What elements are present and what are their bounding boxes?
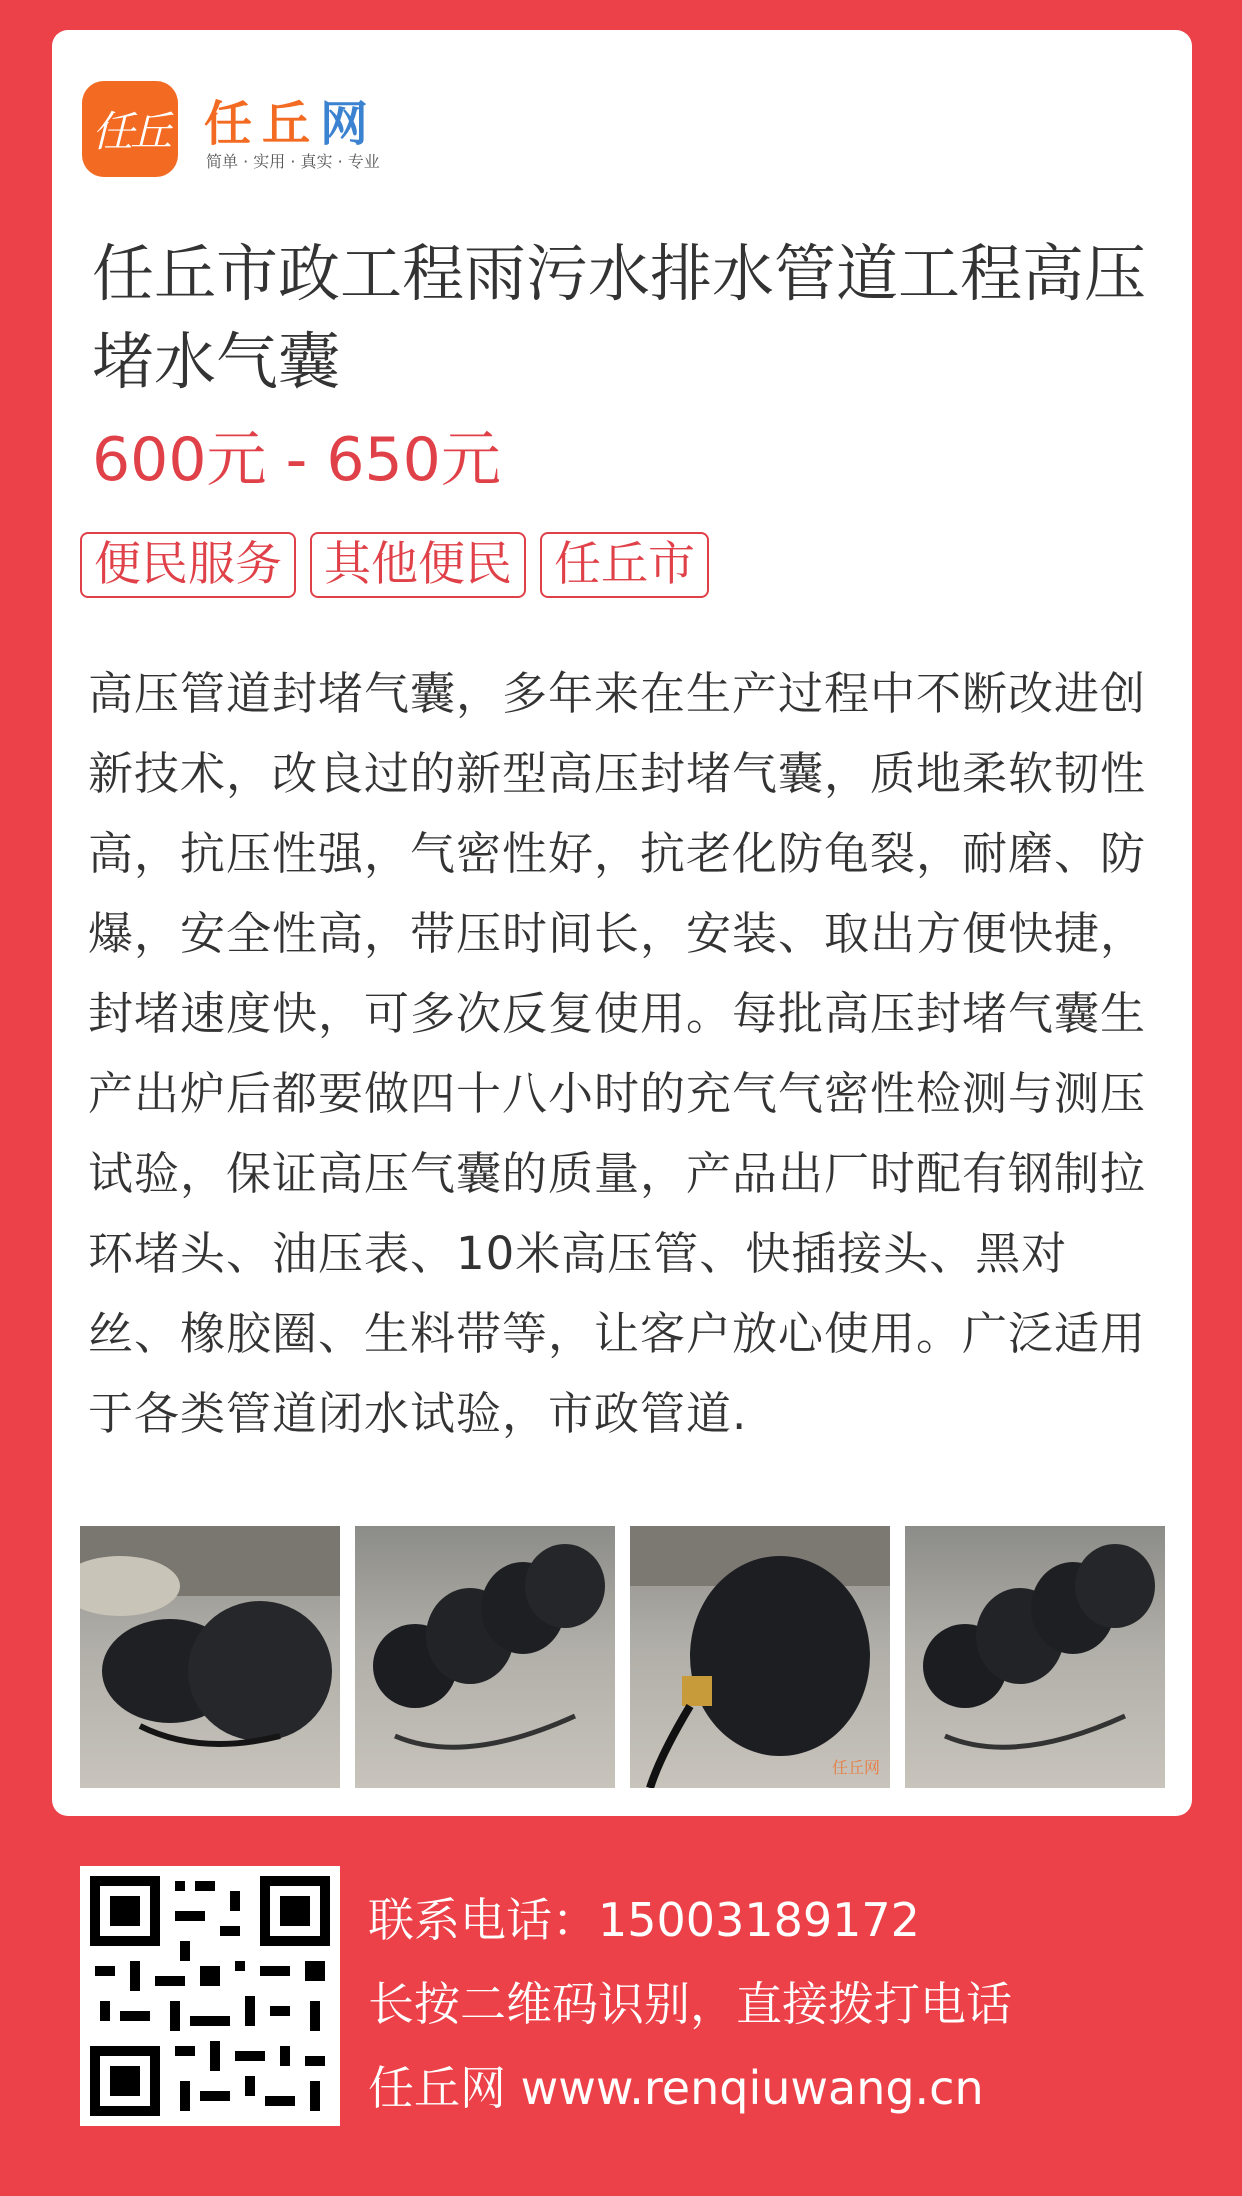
- listing-price: 600元 - 650元: [92, 425, 501, 495]
- qr-hint: 长按二维码识别，直接拨打电话: [368, 1977, 1012, 2031]
- listing-title: 任丘市政工程雨污水排水管道工程高压堵水气囊: [92, 237, 1147, 398]
- contact-info: [368, 1878, 1012, 2130]
- product-photo-1[interactable]: [80, 1526, 340, 1788]
- contact-phone[interactable]: 联系电话：15003189172: [368, 1893, 920, 1947]
- brand-slogan: 简单 · 实用 · 真实 · 专业: [206, 152, 380, 171]
- brand-name: [204, 85, 379, 152]
- tag-city[interactable]: 任丘市: [540, 532, 709, 598]
- listing-card: [52, 30, 1192, 1816]
- brand-name-part2: 网: [320, 96, 379, 152]
- qr-code-icon: [80, 1866, 340, 2126]
- site-logo[interactable]: [82, 81, 422, 181]
- logo-icon: [82, 81, 178, 177]
- logo-mark-text: 任丘: [91, 107, 168, 156]
- tag-other-convenience[interactable]: 其他便民: [310, 532, 526, 598]
- product-photo-2[interactable]: [355, 1526, 615, 1788]
- product-photo-3[interactable]: [630, 1526, 890, 1788]
- listing-description: 高压管道封堵气囊，多年来在生产过程中不断改进创新技术，改良过的新型高压封堵气囊，质地柔软韧性高，抗压性强，气密性好，抗老化防龟裂，耐磨、防爆，安全性高，带压时间长，安装、取出方便快捷，封堵速度快，可多次反复使用。每批高压封堵气囊生产出炉后都要做四十八小时的充气气密性检测与测压试验，保证高压气囊的质量，产品出厂时配有钢制拉环堵头、油压表、10米高压管、快插接头、黑对丝、橡胶圈、生料带等，让客户放心使用。广泛适用于各类管道闭水试验，市政管道.: [88, 667, 1147, 1440]
- tag-list: [80, 532, 709, 598]
- qr-code[interactable]: [80, 1866, 340, 2126]
- photo-watermark: 任丘网: [831, 1758, 880, 1777]
- brand-name-part1: 任丘: [204, 96, 321, 152]
- site-url[interactable]: 任丘网 www.renqiuwang.cn: [368, 2061, 984, 2115]
- photo-gallery: [80, 1526, 1165, 1788]
- tag-convenience-service[interactable]: 便民服务: [80, 532, 296, 598]
- product-photo-4[interactable]: [905, 1526, 1165, 1788]
